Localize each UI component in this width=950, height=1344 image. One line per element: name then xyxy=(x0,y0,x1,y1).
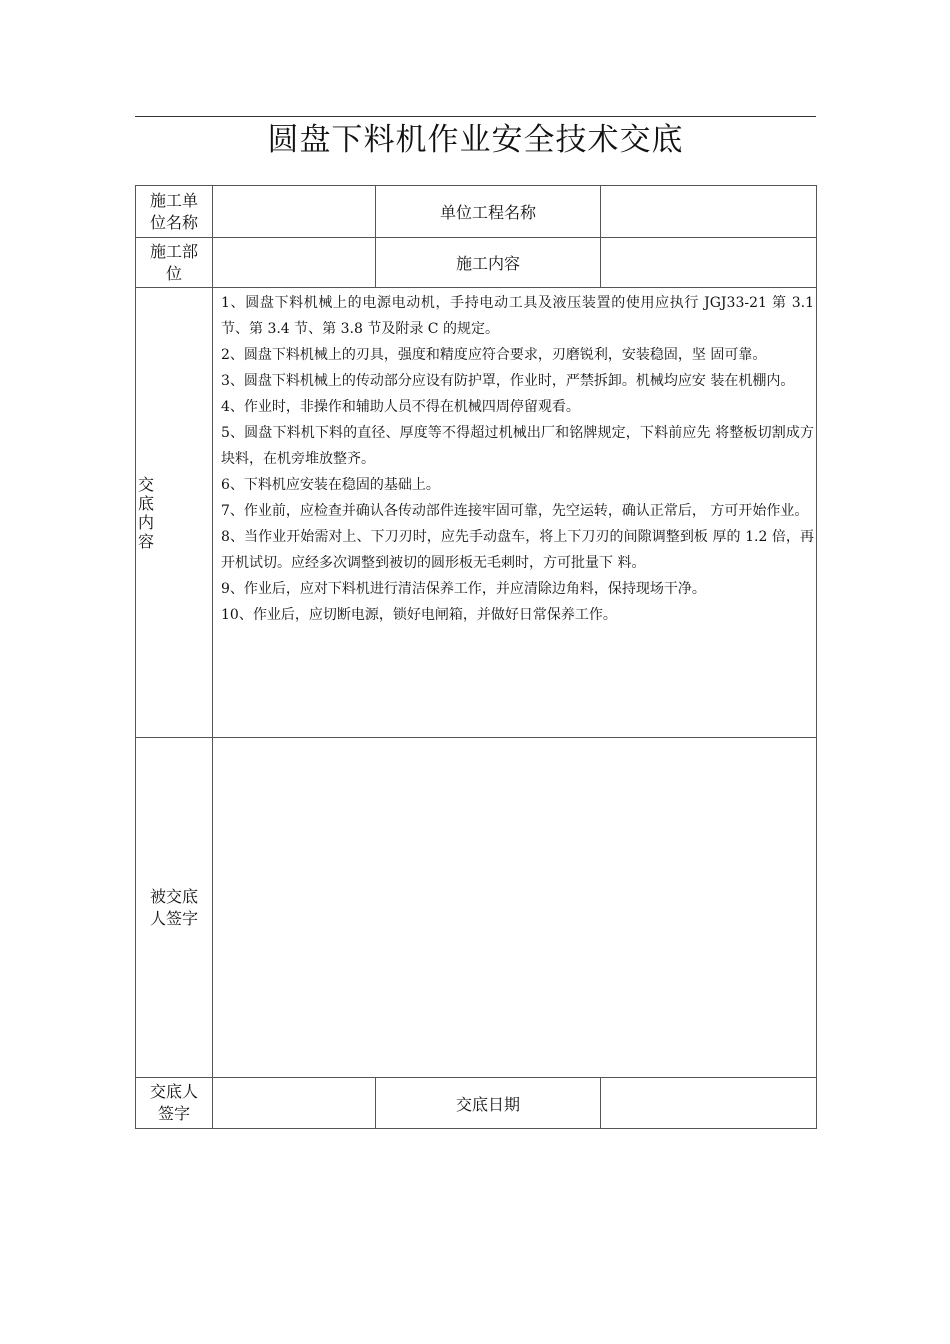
briefing-item: 1、圆盘下料机械上的电源电动机，手持电动工具及液压装置的使用应执行 JGJ33-21 第 3.1 节、第 3.4 节、第 3.8 节及附录 C 的规定。 xyxy=(221,295,814,337)
briefing-item: 6、下料机应安装在稳固的基础上。 xyxy=(221,477,440,493)
document-title: 圆盘下料机作业安全技术交底 xyxy=(267,122,684,158)
date-value-field[interactable] xyxy=(601,1078,817,1129)
recipient-signature-field[interactable] xyxy=(213,738,817,1078)
briefer-label: 交底人 签字 xyxy=(136,1078,213,1129)
unit-value-field[interactable] xyxy=(213,186,376,238)
part-value-field[interactable] xyxy=(213,238,376,288)
briefing-label: 交 底 内 容 xyxy=(136,288,213,738)
briefing-item: 4、作业时，非操作和辅助人员不得在机械四周停留观看。 xyxy=(221,399,580,415)
briefing-row xyxy=(136,288,817,738)
unit-row xyxy=(136,186,817,238)
content-label: 施工内容 xyxy=(376,238,601,288)
project-label: 单位工程名称 xyxy=(376,186,601,238)
briefing-item: 9、作业后，应对下料机进行清洁保养工作，并应清除边角料，保持现场干净。 xyxy=(221,581,706,597)
briefing-content xyxy=(213,288,817,738)
briefing-item: 5、圆盘下料机下料的直径、厚度等不得超过机械出厂和铭牌规定，下料前应先 将整板切割成方块料，在机旁堆放整齐。 xyxy=(221,425,814,467)
briefer-signature-field[interactable] xyxy=(213,1078,376,1129)
project-value-field[interactable] xyxy=(601,186,817,238)
recipient-row xyxy=(136,738,817,1078)
recipient-label: 被交底 人签字 xyxy=(136,738,213,1078)
briefing-form-table xyxy=(135,185,817,1129)
content-value-field[interactable] xyxy=(601,238,817,288)
briefing-item: 2、圆盘下料机械上的刃具，强度和精度应符合要求，刃磨锐利，安装稳固，坚 固可靠。 xyxy=(221,347,767,363)
part-row xyxy=(136,238,817,288)
briefing-item: 10、作业后，应切断电源，锁好电闸箱，并做好日常保养工作。 xyxy=(221,607,617,623)
date-label: 交底日期 xyxy=(376,1078,601,1129)
briefer-row xyxy=(136,1078,817,1129)
unit-label: 施工单 位名称 xyxy=(136,186,213,238)
briefing-item: 3、圆盘下料机械上的传动部分应设有防护罩，作业时，严禁拆卸。机械均应安 装在机棚内。 xyxy=(221,373,795,389)
briefing-item: 7、作业前，应检查并确认各传动部件连接牢固可靠，先空运转，确认正常后， 方可开始作业。 xyxy=(221,503,809,519)
top-rule xyxy=(135,116,816,117)
part-label: 施工部 位 xyxy=(136,238,213,288)
briefing-item: 8、当作业开始需对上、下刀刃时，应先手动盘车，将上下刀刃的间隙调整到板 厚的 1.2 倍，再开机试切。应经多次调整到被切的圆形板无毛刺时，方可批量下 料。 xyxy=(221,529,814,571)
